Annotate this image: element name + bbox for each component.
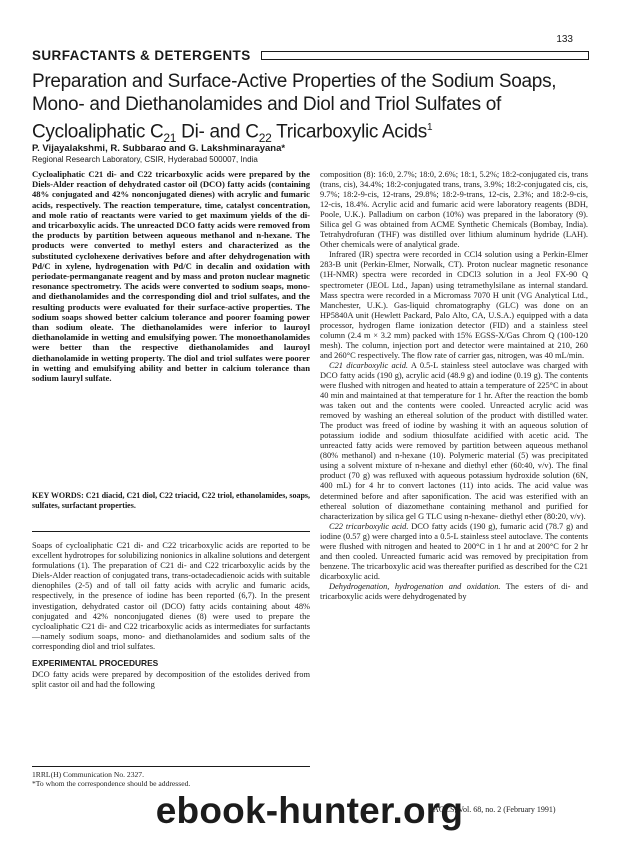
journal-footer: JAOCS, Vol. 68, no. 2 (February 1991)	[430, 805, 556, 814]
c21-paragraph	[320, 361, 588, 522]
page-number: 133	[556, 34, 573, 45]
article-title	[32, 70, 592, 150]
title-sub-1: 21	[163, 131, 177, 146]
footnotes	[32, 766, 310, 788]
section-label: SURFACTANTS & DETERGENTS	[32, 48, 251, 63]
composition-paragraph: composition (8): 16:0, 2.7%; 18:0, 2.6%; 18:1, 5.2%; 18:2-conjugated cis, trans (trans, cis), 34.4%; 18:2-conjugated trans, trans, 3.9%; 18:2-conjugated cis, cis, 9.7%; 18:2-9-cis, 12-trans, 29.8%; 18:2-9-trans, 12-cis, 2.3%; and 18:2-9-cis, 12-cis, 18.4%. Acrylic acid and fumaric acid were laboratory reagents (BDH, Poole, U.K.). Palladium on carbon (10%) was prepared in the laboratory (9). Silica gel G was obtained from ACME Synthetic Chemicals (Bombay, India). Tetrahydrofuran (THF) was distilled over lithium aluminum hydride (LAH). Other chemicals were of analytical grade.	[320, 170, 588, 250]
c22-paragraph	[320, 522, 588, 582]
dehydrogenation-paragraph	[320, 582, 588, 602]
c21-heading: C21 dicarboxylic acid.	[329, 360, 409, 370]
c21-text: A 0.5-L stainless steel autoclave was charged with DCO fatty acids (190 g), acrylic acid (48.9 g) and iodine (0.19 g). The contents were flushed with nitrogen and heated to attain a temperature of 225°C in about 40 min and maintained at that temperature for 1 hr. After the reaction the bomb was taken out and the contents were cooled. Unreacted acrylic acid was removed by washing an ethereal solution of the product with distilled water. The product was freed of iodine by washing it with an aqueous solution of potassium iodide and sodium thiosulfate acidified with acetic acid. The unreacted fatty acids were removed by partition between aqueous methanol (80% methanol) and n-hexane (10). Polymeric material (5) was precipitated using a solvent mixture of n-hexane and diethyl ether (60:40, v/v). The final product (70 g) was refluxed with aqueous potassium hydroxide solution (6N, 400 mL) for 4 hr to convert lactones (11) into acids. The acid value was determined before and after saponification. The acid was esterified with an ethereal solution of diazomethane containing methanol and purified for characterization by silica gel G TLC using n-hexane- diethyl ether (80:20, v/v).	[320, 360, 588, 521]
section-header	[32, 48, 589, 63]
section-rule	[261, 51, 589, 60]
title-line-3b: Di- and C	[176, 121, 259, 143]
right-column	[320, 170, 588, 602]
intro-paragraph: Soaps of cycloaliphatic C21 di- and C22 tricarboxylic acids are reported to be excellent hydrotropes for solubilizing nonionics in alkaline solutions and detergent formulations (1). The preparation of C21 di- and C22 tricarboxylic acids by the Diels-Alder reaction of conjugated trans, trans-octadecadienoic acids with suitable dienophiles (2-5) and of tall oil fatty acids with acrylic and fumaric acids, respectively, in the presence of iodine has been reported (6,7). In the present investigation, dehydrated castor oil (DCO) fatty acids containing about 48% conjugated and 42% nonconjugated dienes (8) were used to prepare the cycloaliphatic C21 di- and C22 tricarboxylic acids as intermediates for surfactants—namely sodium soaps, mono- and diethanolamides and sodium salts of the corresponding diol and triol sulfates.	[32, 541, 310, 651]
title-sub-2: 22	[258, 131, 272, 146]
keywords: KEY WORDS: C21 diacid, C21 diol, C22 triacid, C22 triol, ethanolamides, soaps, sulfates, surfactant properties.	[32, 491, 311, 510]
instrumentation-paragraph: Infrared (IR) spectra were recorded in CCl4 solution using a Perkin-Elmer 283-B unit (Perkin-Elmer, Norwalk, CT). Proton nuclear magnetic resonance (1H-NMR) spectra were recorded in CDCl3 solution in a Jeol FX-90 Q spectrometer (JEOL Ltd., Japan) using tetramethylsilane as internal standard. Mass spectra were recorded in a Micromass 7070 H unit (VG Analytical Ltd., Manchester, U.K.). Gas-liquid chromatography (GLC) was done on an HP5840A unit (Hewlett Packard, Palo Alto, CA, U.S.A.) equipped with a data processor, hydrogen flame ionization detector (FID) and a stainless steel column (2.4 m × 3.2 mm) packed with 15% EGSS-X/Gas Chrom Q (100-120 mesh). The column, injection port and detector were maintained at 210, 260 and 260°C respectively. The flow rate of carrier gas, nitrogen, was 40 mL/min.	[320, 250, 588, 360]
abstract-divider	[32, 531, 310, 532]
watermark: ebook-hunter.org	[155, 790, 464, 831]
affiliation: Regional Research Laboratory, CSIR, Hyderabad 500007, India	[32, 155, 258, 164]
experimental-heading: EXPERIMENTAL PROCEDURES	[32, 658, 159, 669]
title-line-1: Preparation and Surface-Active Properties of the Sodium Soaps,	[32, 71, 557, 92]
footnote-2: *To whom the correspondence should be addressed.	[32, 779, 191, 788]
title-footnote-mark: 1	[427, 122, 433, 133]
c22-heading: C22 tricarboxylic acid.	[329, 521, 409, 531]
dehydrogenation-heading: Dehydrogenation, hydrogenation and oxidation.	[329, 581, 501, 591]
title-line-3a: Cycloaliphatic C	[32, 121, 164, 143]
c22-text: DCO fatty acids (190 g), fumaric acid (78.7 g) and iodine (0.57 g) were charged into a 0.5-L stainless steel autoclave. The contents were flushed with nitrogen and heated to 200°C in 1 hr and at 200°C for 2 hr and then cooled. Unreacted fumaric acid was removed by precipitation from benzene. The tricarboxylic acid was thereafter purified as described for the C21 dicarboxylic acid.	[320, 521, 588, 581]
footnote-1: 1RRL(H) Communication No. 2327.	[32, 770, 145, 779]
experimental-paragraph: DCO fatty acids were prepared by decomposition of the estolides derived from split castor oil and had the following	[32, 670, 310, 690]
authors: P. Vijayalakshmi, R. Subbarao and G. Lakshminarayana*	[32, 143, 286, 154]
dehydrogenation-text: The esters of di- and tricarboxylic acids were dehydrogenated by	[320, 581, 588, 601]
left-column-body	[32, 541, 310, 696]
abstract: Cycloaliphatic C21 di- and C22 tricarboxylic acids were prepared by the Diels-Alder reaction of dehydrated castor oil (DCO) fatty acids (containing 48% conjugated and 42% nonconjugated dienes) with acrylic and fumaric acids, respectively. The reaction temperature, time, catalyst concentration, and mole ratio of reactants were varied to get maximum yields of the di- and tricarboxylic acids. The unreacted DCO fatty acids were removed from the products by partition between aqueous methanol and n-hexane. The products were converted to methyl esters and characterized as the substituted cyclohexene derivatives before and after dehydrogenation with Pd/C in xylene, hydrogenation with Pd/C in decalin and oxidation with periodate-permanganate reagent and by mass and proton nuclear magnetic resonance spectrometry. The acids were converted to sodium soaps, mono- and diethanolamides and the corresponding diol and triol sulfates, and the resulting products were evaluated for their surface-active properties. The sodium soaps showed better calcium tolerance and poorer foaming power than sodium oleate. The diethanolamides were inferior to lauroyl diethanolamide in wetting and emulsifying power. The monoethanolamides were better than the respective diethanolamides and lauroyl diethanolamide in wetting property. The diol and triol sulfates were poorer in wetting and emulsifying ability and better in calcium tolerance than sodium lauryl sulfate.	[32, 169, 310, 384]
title-line-2: Mono- and Diethanolamides and Diol and Triol Sulfates of	[32, 94, 502, 115]
title-line-3c: Tricarboxylic Acids	[271, 121, 427, 143]
